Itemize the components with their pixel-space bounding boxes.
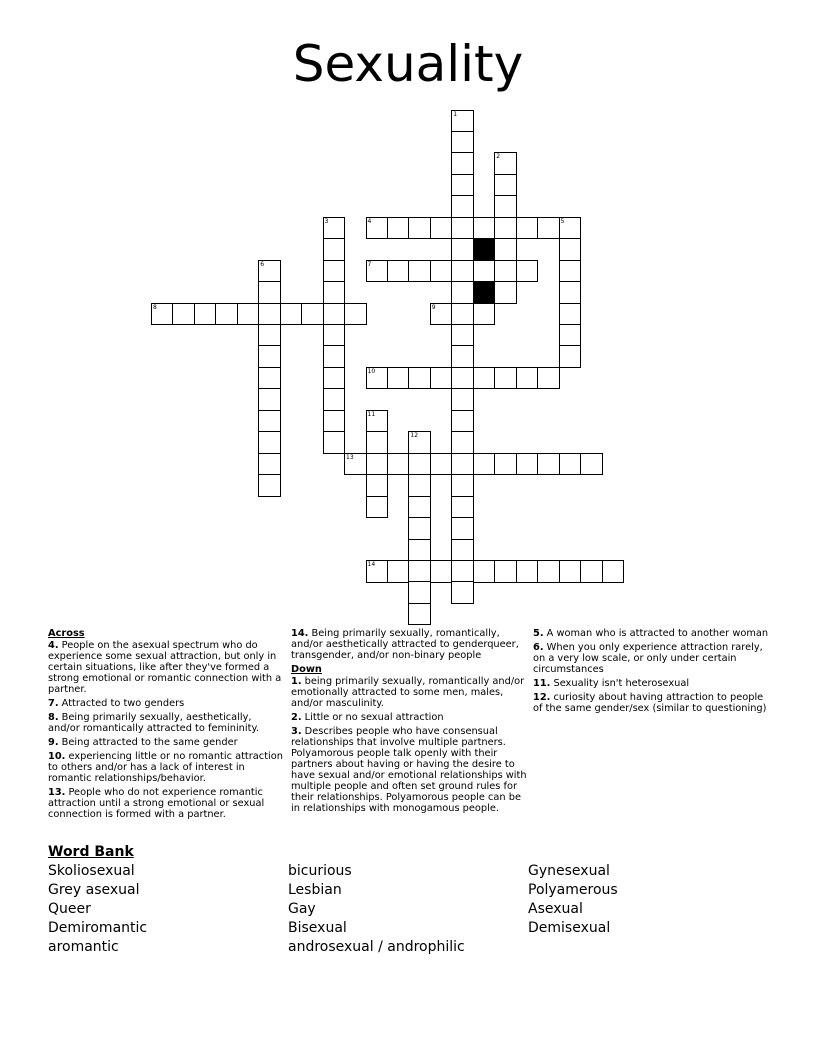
crossword-cell[interactable]	[408, 539, 431, 562]
crossword-cell[interactable]	[559, 303, 582, 326]
word-bank-item: Polyamerous	[528, 882, 618, 898]
crossword-cell[interactable]	[473, 453, 496, 476]
crossword-cell[interactable]	[580, 560, 603, 583]
clue-number: 3	[324, 217, 329, 225]
across-heading: Across	[48, 628, 85, 639]
clue-down-3: 3. Describes people who have consensual relationships that involve multiple partners. Polyamorous people talk openly with their partners about having or having the desire to have sexual and/or emotional relationships with multiple people and often set ground rules for their relationships. Polyamorous people can be in relationships with monogamous people.	[291, 726, 527, 814]
crossword-cell[interactable]	[408, 517, 431, 540]
clue-down-6: 6. When you only experience attraction rarely, on a very low scale, or only under certain circumstances	[533, 642, 763, 675]
word-bank-item: aromantic	[48, 939, 119, 955]
word-bank-item: Demiromantic	[48, 920, 148, 936]
crossword-cell[interactable]	[408, 217, 431, 240]
crossword-cell[interactable]	[451, 388, 474, 411]
word-bank-item: Queer	[48, 901, 91, 917]
crossword-cell[interactable]	[280, 303, 303, 326]
clue-number: 13	[346, 453, 354, 461]
crossword-cell[interactable]	[323, 238, 346, 261]
crossword-cell[interactable]	[494, 174, 517, 197]
clues-column-2	[291, 628, 527, 817]
word-bank-column-1	[48, 862, 147, 957]
crossword-cell[interactable]	[237, 303, 260, 326]
clue-across-7: 7. Attracted to two genders	[48, 698, 185, 709]
crossword-cell[interactable]	[516, 260, 539, 283]
crossword-cell[interactable]	[323, 281, 346, 304]
clue-down-12: 12. curiosity about having attraction to people of the same gender/sex (similar to questioning)	[533, 692, 767, 714]
word-bank-item: Gay	[288, 901, 316, 917]
crossword-cell[interactable]	[537, 367, 560, 390]
crossword-cell[interactable]	[451, 560, 474, 583]
clue-number: 8	[153, 303, 157, 311]
clue-number: 12	[410, 432, 419, 440]
crossword-cell[interactable]	[258, 324, 281, 347]
crossword-cell[interactable]	[387, 367, 410, 390]
crossword-cell[interactable]	[473, 303, 496, 326]
crossword-cell[interactable]	[408, 260, 431, 283]
crossword-cell[interactable]	[344, 453, 367, 476]
crossword-cell[interactable]	[430, 303, 453, 326]
crossword-cell[interactable]	[451, 303, 474, 326]
clue-number: 2	[496, 153, 501, 161]
clue-number: 11	[367, 410, 376, 418]
crossword-cell[interactable]	[366, 474, 389, 497]
crossword-cell[interactable]	[258, 453, 281, 476]
crossword-cell[interactable]	[494, 152, 517, 175]
crossword-cell[interactable]	[559, 453, 582, 476]
crossword-cell[interactable]	[473, 217, 496, 240]
crossword-cell[interactable]	[451, 539, 474, 562]
crossword-cell[interactable]	[537, 453, 560, 476]
clue-number: 9	[431, 303, 436, 311]
clues-column-1	[48, 628, 284, 823]
clue-number: 14	[367, 561, 376, 568]
crossword-cell[interactable]	[451, 474, 474, 497]
crossword-cell[interactable]	[366, 431, 389, 454]
crossword-cell[interactable]	[366, 410, 389, 433]
crossword-cell[interactable]	[559, 217, 582, 240]
crossword-cell[interactable]	[494, 217, 517, 240]
crossword-cell[interactable]	[215, 303, 238, 326]
crossword-cell[interactable]	[344, 303, 367, 326]
crossword-cell[interactable]	[451, 431, 474, 454]
crossword-cell[interactable]	[494, 238, 517, 261]
crossword-cell[interactable]	[151, 303, 174, 326]
crossword-cell[interactable]	[408, 474, 431, 497]
crossword-cell[interactable]	[580, 453, 603, 476]
crossword-cell[interactable]	[323, 431, 346, 454]
word-bank-item: Lesbian	[288, 882, 342, 898]
crossword-cell[interactable]	[408, 453, 431, 476]
clue-number: 4	[367, 217, 372, 225]
crossword-cell[interactable]	[451, 152, 474, 175]
crossword-cell[interactable]	[408, 431, 431, 454]
clue-number: 7	[367, 260, 372, 268]
word-bank-item: Gynesexual	[528, 863, 610, 879]
crossword-cell[interactable]	[494, 560, 517, 583]
crossword-cell[interactable]	[323, 324, 346, 347]
crossword-cell[interactable]	[323, 367, 346, 390]
crossword-cell[interactable]	[559, 238, 582, 261]
clue-across-4: 4. People on the asexual spectrum who do experience some sexual attraction, but only in certain situations, like after they've formed a strong emotional or romantic connection with a partner.	[48, 640, 282, 695]
clue-number: 10	[367, 367, 376, 375]
down-heading: Down	[291, 664, 322, 675]
clue-down-5: 5. A woman who is attracted to another woman	[533, 628, 769, 639]
clue-number: 5	[560, 217, 565, 225]
crossword-cell[interactable]	[258, 303, 281, 326]
clue-down-1: 1. being primarily sexually, romantically and/or emotionally attracted to some men, males, and/or masculinity.	[291, 676, 525, 709]
crossword-cell[interactable]	[537, 217, 560, 240]
crossword-cell[interactable]	[258, 281, 281, 304]
crossword-cell[interactable]	[387, 453, 410, 476]
crossword-cell[interactable]	[559, 560, 582, 583]
word-bank-item: Asexual	[528, 901, 583, 917]
clue-down-11: 11. Sexuality isn't heterosexual	[533, 678, 690, 689]
word-bank-item: androsexual / androphilic	[288, 939, 465, 955]
word-bank-item: bicurious	[288, 863, 352, 879]
crossword-cell[interactable]	[323, 260, 346, 283]
crossword-cell[interactable]	[451, 238, 474, 261]
crossword-cell[interactable]	[451, 324, 474, 347]
crossword-cell[interactable]	[451, 195, 474, 218]
crossword-cell[interactable]	[366, 496, 389, 519]
crossword-cell[interactable]	[494, 453, 517, 476]
crossword-cell[interactable]	[258, 474, 281, 497]
crossword-cell[interactable]	[387, 560, 410, 583]
crossword-cell[interactable]	[172, 303, 195, 326]
crossword-cell[interactable]	[387, 217, 410, 240]
crossword-cell[interactable]	[258, 410, 281, 433]
crossword-cell[interactable]	[366, 560, 389, 583]
word-bank-item: Grey asexual	[48, 882, 140, 898]
crossword-cell[interactable]	[451, 453, 474, 476]
crossword-cell[interactable]	[323, 217, 346, 240]
crossword-cell[interactable]	[408, 581, 431, 604]
crossword-cell[interactable]	[473, 260, 496, 283]
crossword-cell[interactable]	[516, 217, 539, 240]
clue-across-13: 13. People who do not experience romantic attraction until a strong emotional or sexual connection is formed with a partner.	[48, 787, 265, 820]
crossword-cell[interactable]	[366, 453, 389, 476]
crossword-cell[interactable]	[473, 367, 496, 390]
clue-number: 6	[260, 260, 265, 268]
crossword-cell[interactable]	[408, 496, 431, 519]
crossword-cell[interactable]	[430, 560, 453, 583]
crossword-cell[interactable]	[323, 410, 346, 433]
crossword-cell[interactable]	[516, 560, 539, 583]
crossword-cell[interactable]	[451, 410, 474, 433]
crossword-cell[interactable]	[323, 388, 346, 411]
crossword-cell[interactable]	[451, 345, 474, 368]
crossword-cell[interactable]	[387, 260, 410, 283]
crossword-cell[interactable]	[559, 324, 582, 347]
crossword-cell[interactable]	[602, 560, 625, 583]
crossword-cell[interactable]	[323, 345, 346, 368]
crossword-cell[interactable]	[559, 260, 582, 283]
crossword-cell[interactable]	[258, 367, 281, 390]
clues-column-3	[533, 628, 773, 717]
crossword-cell[interactable]	[516, 453, 539, 476]
crossword-cell[interactable]	[537, 560, 560, 583]
crossword-cell[interactable]	[494, 367, 517, 390]
clue-across-10: 10. experiencing little or no romantic attraction to others and/or has a lack of interest in romantic relationships/behavior.	[48, 751, 283, 784]
crossword-cell[interactable]	[258, 388, 281, 411]
clue-across-14: 14. Being primarily sexually, romantically, and/or aesthetically attracted to genderqueer, transgender, and/or non-binary people	[291, 628, 519, 661]
crossword-cell[interactable]	[323, 303, 346, 326]
crossword-cell[interactable]	[451, 260, 474, 283]
crossword-cell[interactable]	[516, 367, 539, 390]
crossword-block	[473, 281, 496, 304]
crossword-cell[interactable]	[559, 345, 582, 368]
crossword-cell[interactable]	[366, 260, 389, 283]
crossword-cell[interactable]	[366, 367, 389, 390]
crossword-cell[interactable]	[301, 303, 324, 326]
crossword-cell[interactable]	[408, 603, 431, 626]
crossword-cell[interactable]	[451, 517, 474, 540]
crossword-cell[interactable]	[430, 453, 453, 476]
crossword-cell[interactable]	[451, 281, 474, 304]
crossword-cell[interactable]	[366, 217, 389, 240]
crossword-cell[interactable]	[559, 281, 582, 304]
crossword-cell[interactable]	[451, 496, 474, 519]
word-bank-column-2	[288, 862, 465, 957]
crossword-cell[interactable]	[451, 174, 474, 197]
clue-number: 1	[453, 110, 458, 118]
word-bank-column-3	[528, 862, 618, 938]
crossword-cell[interactable]	[451, 581, 474, 604]
crossword-cell[interactable]	[408, 560, 431, 583]
crossword-cell[interactable]	[451, 367, 474, 390]
crossword-cell[interactable]	[494, 260, 517, 283]
crossword-block	[473, 238, 496, 261]
crossword-cell[interactable]	[451, 110, 474, 133]
crossword-cell[interactable]	[473, 560, 496, 583]
word-bank-item: Bisexual	[288, 920, 347, 936]
word-bank-heading: Word Bank	[48, 844, 134, 860]
crossword-cell[interactable]	[408, 367, 431, 390]
word-bank-item: Skoliosexual	[48, 863, 135, 879]
crossword-cell[interactable]	[430, 217, 453, 240]
crossword-cell[interactable]	[194, 303, 217, 326]
crossword-cell[interactable]	[494, 195, 517, 218]
clue-down-2: 2. Little or no sexual attraction	[291, 712, 444, 723]
word-bank-item: Demisexual	[528, 920, 611, 936]
crossword-cell[interactable]	[451, 131, 474, 154]
clue-across-9: 9. Being attracted to the same gender	[48, 737, 238, 748]
crossword-cell[interactable]	[451, 217, 474, 240]
crossword-cell[interactable]	[258, 345, 281, 368]
crossword-cell[interactable]	[430, 260, 453, 283]
clue-across-8: 8. Being primarily sexually, aesthetically, and/or romantically attracted to femininity.	[48, 712, 259, 734]
crossword-cell[interactable]	[430, 367, 453, 390]
page-title: Sexuality	[292, 35, 524, 93]
crossword-cell[interactable]	[258, 260, 281, 283]
crossword-cell[interactable]	[494, 281, 517, 304]
crossword-cell[interactable]	[258, 431, 281, 454]
